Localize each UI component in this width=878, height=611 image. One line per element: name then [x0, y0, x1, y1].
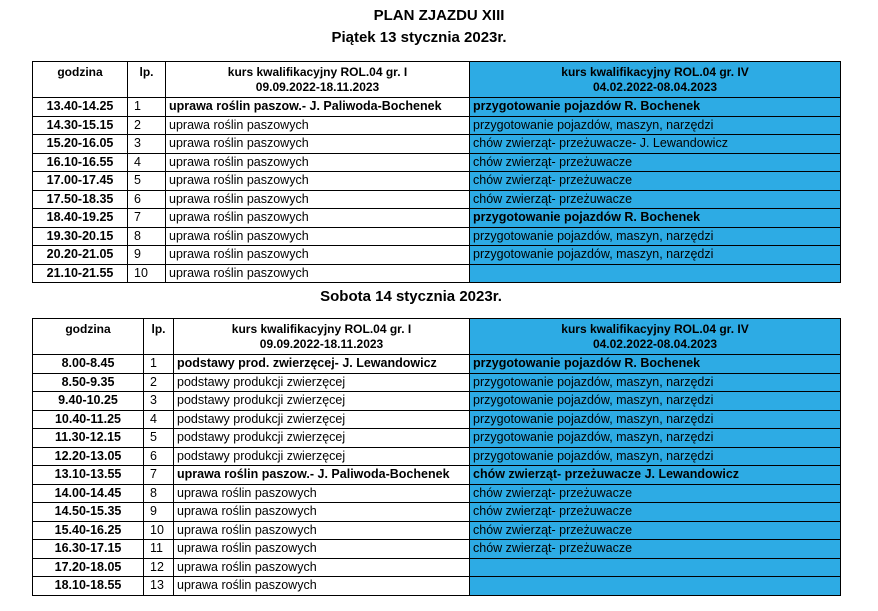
lp-cell: 1 — [128, 98, 166, 117]
lp-cell: 13 — [144, 577, 174, 596]
group2-subject-cell: chów zwierząt- przeżuwacze — [470, 540, 841, 559]
hour-cell: 8.00-8.45 — [33, 355, 144, 374]
group2-subject-cell: przygotowanie pojazdów, maszyn, narzędzi — [470, 246, 841, 265]
hour-cell: 18.10-18.55 — [33, 577, 144, 596]
schedule-table-day2 — [32, 318, 841, 596]
lp-cell: 4 — [144, 410, 174, 429]
lp-cell: 10 — [128, 264, 166, 283]
hour-cell: 17.20-18.05 — [33, 558, 144, 577]
hour-cell: 19.30-20.15 — [33, 227, 128, 246]
lp-cell: 2 — [144, 373, 174, 392]
table-row — [33, 429, 841, 448]
hour-cell: 20.20-21.05 — [33, 246, 128, 265]
group1-subject-cell: podstawy produkcji zwierzęcej — [174, 410, 470, 429]
group2-subject-cell — [470, 264, 841, 283]
hour-cell: 14.30-15.15 — [33, 116, 128, 135]
lp-cell: 8 — [128, 227, 166, 246]
group2-dates: 04.02.2022-08.04.2023 — [592, 337, 718, 351]
group1-title: kurs kwalifikacyjny ROL.04 gr. I — [227, 65, 408, 79]
group1-subject-cell: uprawa roślin paszowych — [166, 116, 470, 135]
table-row — [33, 521, 841, 540]
lp-cell: 5 — [144, 429, 174, 448]
group1-subject-cell: podstawy produkcji zwierzęcej — [174, 447, 470, 466]
group2-subject-cell: chów zwierząt- przeżuwacze J. Lewandowicz — [470, 466, 841, 485]
group2-subject-cell: przygotowanie pojazdów, maszyn, narzędzi — [470, 447, 841, 466]
table-row — [33, 503, 841, 522]
group1-subject-cell: uprawa roślin paszowych — [174, 577, 470, 596]
table-row — [33, 373, 841, 392]
day1-heading: Piątek 13 stycznia 2023r. — [331, 29, 507, 46]
lp-cell: 2 — [128, 116, 166, 135]
table-row — [33, 190, 841, 209]
table-row — [33, 392, 841, 411]
group1-subject-cell: uprawa roślin paszowych — [174, 503, 470, 522]
lp-cell: 8 — [144, 484, 174, 503]
group2-subject-cell: chów zwierząt- przeżuwacze — [470, 521, 841, 540]
column-header-group1 — [174, 319, 470, 355]
group2-subject-cell: przygotowanie pojazdów, maszyn, narzędzi — [470, 410, 841, 429]
column-header-group1 — [166, 62, 470, 98]
group1-subject-cell: uprawa roślin paszow.- J. Paliwoda-Bochenek — [174, 466, 470, 485]
group2-subject-cell: przygotowanie pojazdów R. Bochenek — [470, 98, 841, 117]
hour-cell: 8.50-9.35 — [33, 373, 144, 392]
hour-cell: 18.40-19.25 — [33, 209, 128, 228]
group1-subject-cell: uprawa roślin paszow.- J. Paliwoda-Bochenek — [166, 98, 470, 117]
group1-subject-cell: podstawy produkcji zwierzęcej — [174, 392, 470, 411]
hour-cell: 17.00-17.45 — [33, 172, 128, 191]
lp-cell: 5 — [128, 172, 166, 191]
group2-title: kurs kwalifikacyjny ROL.04 gr. IV — [561, 65, 749, 79]
lp-cell: 7 — [144, 466, 174, 485]
page-title: PLAN ZJAZDU XIII — [373, 7, 505, 24]
group2-subject-cell: przygotowanie pojazdów, maszyn, narzędzi — [470, 392, 841, 411]
table-row — [33, 246, 841, 265]
group1-subject-cell: uprawa roślin paszowych — [166, 190, 470, 209]
hour-cell: 10.40-11.25 — [33, 410, 144, 429]
lp-cell: 11 — [144, 540, 174, 559]
group1-subject-cell: uprawa roślin paszowych — [166, 135, 470, 154]
group1-subject-cell: podstawy produkcji zwierzęcej — [174, 429, 470, 448]
hour-cell: 11.30-12.15 — [33, 429, 144, 448]
group2-subject-cell: chów zwierząt- przeżuwacze — [470, 190, 841, 209]
group1-subject-cell: uprawa roślin paszowych — [174, 558, 470, 577]
hour-cell: 13.40-14.25 — [33, 98, 128, 117]
group2-subject-cell: chów zwierząt- przeżuwacze- J. Lewandowicz — [470, 135, 841, 154]
group2-subject-cell: przygotowanie pojazdów, maszyn, narzędzi — [470, 429, 841, 448]
group2-subject-cell — [470, 558, 841, 577]
lp-cell: 6 — [144, 447, 174, 466]
table-row — [33, 209, 841, 228]
lp-cell: 3 — [128, 135, 166, 154]
group2-subject-cell: chów zwierząt- przeżuwacze — [470, 503, 841, 522]
hour-cell: 15.20-16.05 — [33, 135, 128, 154]
group2-subject-cell: przygotowanie pojazdów R. Bochenek — [470, 209, 841, 228]
table-body-day1 — [33, 98, 841, 283]
table-row — [33, 135, 841, 154]
table-row — [33, 484, 841, 503]
table-row — [33, 466, 841, 485]
hour-cell: 9.40-10.25 — [33, 392, 144, 411]
group2-subject-cell: chów zwierząt- przeżuwacze — [470, 172, 841, 191]
lp-cell: 10 — [144, 521, 174, 540]
group1-title: kurs kwalifikacyjny ROL.04 gr. I — [231, 322, 412, 336]
day2-heading: Sobota 14 stycznia 2023r. — [320, 288, 502, 305]
hour-cell: 16.30-17.15 — [33, 540, 144, 559]
table-row — [33, 227, 841, 246]
table-row — [33, 410, 841, 429]
table-row — [33, 355, 841, 374]
group2-subject-cell: przygotowanie pojazdów, maszyn, narzędzi — [470, 373, 841, 392]
hour-cell: 12.20-13.05 — [33, 447, 144, 466]
lp-cell: 3 — [144, 392, 174, 411]
table-row — [33, 447, 841, 466]
hour-cell: 21.10-21.55 — [33, 264, 128, 283]
group1-subject-cell: uprawa roślin paszowych — [166, 246, 470, 265]
group1-subject-cell: uprawa roślin paszowych — [166, 264, 470, 283]
group1-dates: 09.09.2022-18.11.2023 — [259, 337, 384, 351]
column-header-group2 — [470, 319, 841, 355]
table-row — [33, 540, 841, 559]
hour-cell: 13.10-13.55 — [33, 466, 144, 485]
column-header-lp: lp. — [128, 62, 166, 98]
group1-subject-cell: uprawa roślin paszowych — [166, 227, 470, 246]
schedule-table-day1 — [32, 61, 841, 283]
table-body-day2 — [33, 355, 841, 596]
group1-subject-cell: uprawa roślin paszowych — [166, 209, 470, 228]
table-row — [33, 264, 841, 283]
hour-cell: 14.50-15.35 — [33, 503, 144, 522]
group2-subject-cell: chów zwierząt- przeżuwacze — [470, 484, 841, 503]
table-row — [33, 558, 841, 577]
group1-subject-cell: uprawa roślin paszowych — [174, 540, 470, 559]
lp-cell: 6 — [128, 190, 166, 209]
lp-cell: 12 — [144, 558, 174, 577]
group1-subject-cell: uprawa roślin paszowych — [166, 153, 470, 172]
hour-cell: 14.00-14.45 — [33, 484, 144, 503]
group2-subject-cell — [470, 577, 841, 596]
group1-subject-cell: uprawa roślin paszowych — [166, 172, 470, 191]
hour-cell: 16.10-16.55 — [33, 153, 128, 172]
lp-cell: 7 — [128, 209, 166, 228]
table-row — [33, 116, 841, 135]
group1-subject-cell: uprawa roślin paszowych — [174, 521, 470, 540]
table-row — [33, 577, 841, 596]
column-header-hour: godzina — [33, 62, 128, 98]
group1-subject-cell: podstawy produkcji zwierzęcej — [174, 373, 470, 392]
lp-cell: 4 — [128, 153, 166, 172]
group2-subject-cell: przygotowanie pojazdów, maszyn, narzędzi — [470, 116, 841, 135]
column-header-lp: lp. — [144, 319, 174, 355]
table-row — [33, 172, 841, 191]
table-row — [33, 153, 841, 172]
group1-dates: 09.09.2022-18.11.2023 — [255, 80, 380, 94]
lp-cell: 9 — [128, 246, 166, 265]
group2-subject-cell: przygotowanie pojazdów R. Bochenek — [470, 355, 841, 374]
column-header-hour: godzina — [33, 319, 144, 355]
lp-cell: 1 — [144, 355, 174, 374]
group2-title: kurs kwalifikacyjny ROL.04 gr. IV — [561, 322, 749, 336]
group2-subject-cell: chów zwierząt- przeżuwacze — [470, 153, 841, 172]
group1-subject-cell: podstawy prod. zwierzęcej- J. Lewandowicz — [174, 355, 470, 374]
hour-cell: 17.50-18.35 — [33, 190, 128, 209]
table-row — [33, 98, 841, 117]
column-header-group2 — [470, 62, 841, 98]
group2-dates: 04.02.2022-08.04.2023 — [592, 80, 718, 94]
hour-cell: 15.40-16.25 — [33, 521, 144, 540]
lp-cell: 9 — [144, 503, 174, 522]
group2-subject-cell: przygotowanie pojazdów, maszyn, narzędzi — [470, 227, 841, 246]
group1-subject-cell: uprawa roślin paszowych — [174, 484, 470, 503]
